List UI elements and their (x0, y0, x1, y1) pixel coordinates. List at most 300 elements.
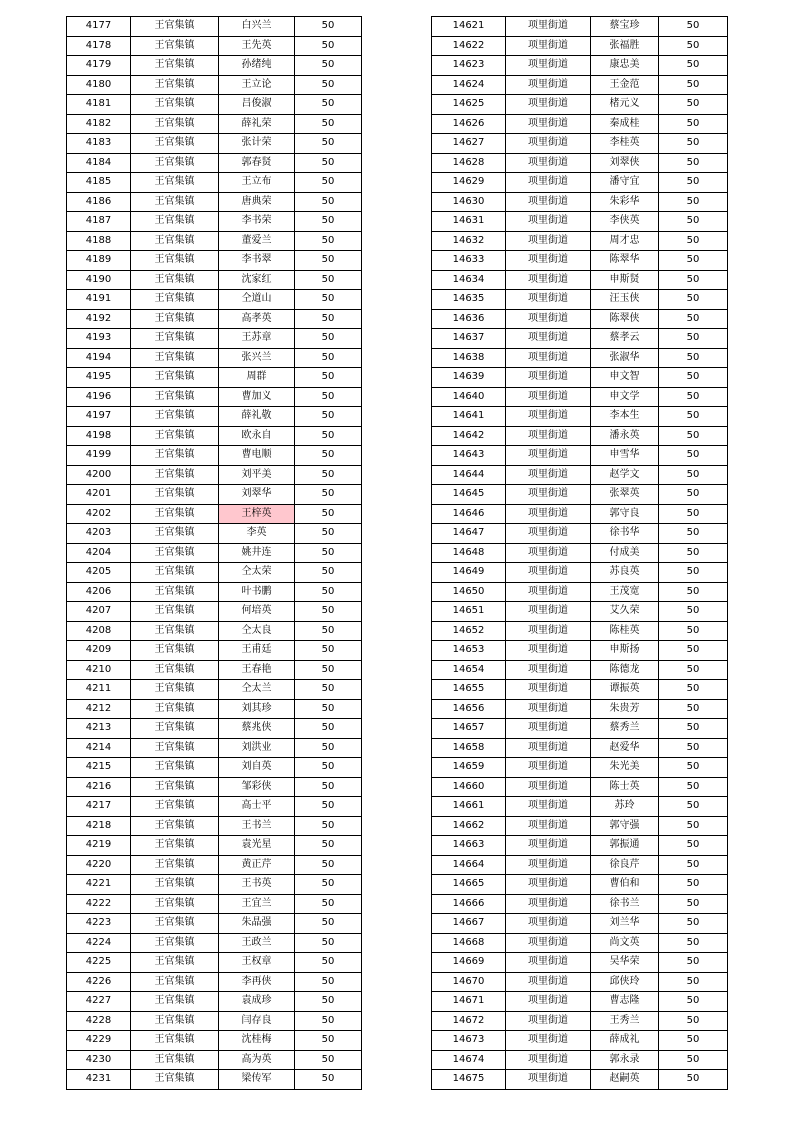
table-row (432, 914, 728, 934)
id-cell: 14634 (432, 270, 506, 290)
town-cell: 项里街道 (506, 543, 591, 563)
town-cell: 项里街道 (506, 251, 591, 271)
town-cell: 项里街道 (506, 992, 591, 1012)
name-cell: 邹彩侠 (219, 777, 295, 797)
id-cell: 4200 (67, 465, 131, 485)
name-cell: 苏良英 (591, 563, 659, 583)
amount-cell: 50 (659, 992, 728, 1012)
table-row (432, 36, 728, 56)
town-cell: 项里街道 (506, 290, 591, 310)
town-cell: 项里街道 (506, 1050, 591, 1070)
amount-cell: 50 (295, 407, 362, 427)
name-cell: 张兴兰 (219, 348, 295, 368)
amount-cell: 50 (295, 426, 362, 446)
town-cell: 王官集镇 (131, 173, 219, 193)
id-cell: 14632 (432, 231, 506, 251)
table-row (67, 134, 362, 154)
amount-cell: 50 (659, 1070, 728, 1090)
name-cell: 王书兰 (219, 816, 295, 836)
table-body-left (67, 17, 362, 1090)
name-cell: 吴华荣 (591, 953, 659, 973)
id-cell: 4178 (67, 36, 131, 56)
name-cell: 闫存良 (219, 1011, 295, 1031)
name-cell: 仝太兰 (219, 680, 295, 700)
name-cell: 潘守宜 (591, 173, 659, 193)
amount-cell: 50 (659, 75, 728, 95)
id-cell: 4211 (67, 680, 131, 700)
name-cell: 王政兰 (219, 933, 295, 953)
id-cell: 4224 (67, 933, 131, 953)
table-row (67, 56, 362, 76)
id-cell: 4203 (67, 524, 131, 544)
name-cell: 朱贵芳 (591, 699, 659, 719)
name-cell: 张淑华 (591, 348, 659, 368)
town-cell: 项里街道 (506, 426, 591, 446)
name-cell: 徐书兰 (591, 894, 659, 914)
amount-cell: 50 (295, 173, 362, 193)
table-row (67, 972, 362, 992)
table-row (67, 660, 362, 680)
id-cell: 4185 (67, 173, 131, 193)
name-cell: 张计荣 (219, 134, 295, 154)
table-row (432, 290, 728, 310)
amount-cell: 50 (295, 621, 362, 641)
town-cell: 项里街道 (506, 75, 591, 95)
id-cell: 14636 (432, 309, 506, 329)
amount-cell: 50 (659, 504, 728, 524)
amount-cell: 50 (295, 524, 362, 544)
name-cell: 郭春贤 (219, 153, 295, 173)
town-cell: 项里街道 (506, 465, 591, 485)
table-row (432, 680, 728, 700)
name-cell: 高孝英 (219, 309, 295, 329)
amount-cell: 50 (659, 602, 728, 622)
town-cell: 项里街道 (506, 17, 591, 37)
amount-cell: 50 (295, 797, 362, 817)
amount-cell: 50 (659, 290, 728, 310)
table-row (67, 309, 362, 329)
table-row (432, 953, 728, 973)
amount-cell: 50 (295, 251, 362, 271)
name-cell: 王甫廷 (219, 641, 295, 661)
table-row (67, 680, 362, 700)
town-cell: 王官集镇 (131, 290, 219, 310)
name-cell: 孙绪纯 (219, 56, 295, 76)
id-cell: 4182 (67, 114, 131, 134)
name-cell: 赵嗣英 (591, 1070, 659, 1090)
amount-cell: 50 (295, 153, 362, 173)
table-row (432, 1070, 728, 1090)
town-cell: 项里街道 (506, 153, 591, 173)
town-cell: 项里街道 (506, 231, 591, 251)
town-cell: 项里街道 (506, 134, 591, 154)
id-cell: 4226 (67, 972, 131, 992)
amount-cell: 50 (295, 680, 362, 700)
town-cell: 王官集镇 (131, 582, 219, 602)
id-cell: 4192 (67, 309, 131, 329)
town-cell: 项里街道 (506, 641, 591, 661)
id-cell: 14651 (432, 602, 506, 622)
id-cell: 4219 (67, 836, 131, 856)
name-cell: 袁光星 (219, 836, 295, 856)
name-cell: 曹伯和 (591, 875, 659, 895)
table-row (67, 894, 362, 914)
amount-cell: 50 (295, 855, 362, 875)
table-row (432, 173, 728, 193)
id-cell: 4179 (67, 56, 131, 76)
table-row (67, 485, 362, 505)
data-table-right (431, 16, 728, 1090)
table-row (67, 738, 362, 758)
amount-cell: 50 (659, 465, 728, 485)
name-cell: 周群 (219, 368, 295, 388)
amount-cell: 50 (659, 1050, 728, 1070)
town-cell: 项里街道 (506, 914, 591, 934)
town-cell: 项里街道 (506, 192, 591, 212)
table-row (432, 621, 728, 641)
town-cell: 王官集镇 (131, 992, 219, 1012)
name-cell: 陈翠侠 (591, 309, 659, 329)
amount-cell: 50 (295, 17, 362, 37)
table-row (67, 992, 362, 1012)
town-cell: 王官集镇 (131, 699, 219, 719)
id-cell: 4217 (67, 797, 131, 817)
amount-cell: 50 (659, 543, 728, 563)
name-cell: 李侠英 (591, 212, 659, 232)
table-row (67, 270, 362, 290)
table-row (432, 153, 728, 173)
id-cell: 4227 (67, 992, 131, 1012)
id-cell: 4195 (67, 368, 131, 388)
amount-cell: 50 (659, 972, 728, 992)
name-cell: 申斯贤 (591, 270, 659, 290)
name-cell: 王立论 (219, 75, 295, 95)
table-row (432, 641, 728, 661)
town-cell: 王官集镇 (131, 387, 219, 407)
name-cell: 李本生 (591, 407, 659, 427)
id-cell: 14649 (432, 563, 506, 583)
id-cell: 4210 (67, 660, 131, 680)
town-cell: 项里街道 (506, 953, 591, 973)
id-cell: 14642 (432, 426, 506, 446)
name-cell: 刘兰华 (591, 914, 659, 934)
town-cell: 王官集镇 (131, 894, 219, 914)
name-cell: 邱侠玲 (591, 972, 659, 992)
amount-cell: 50 (659, 524, 728, 544)
table-row (432, 329, 728, 349)
id-cell: 4194 (67, 348, 131, 368)
table-row (67, 914, 362, 934)
town-cell: 王官集镇 (131, 914, 219, 934)
name-cell: 叶书鹏 (219, 582, 295, 602)
name-cell: 何培英 (219, 602, 295, 622)
id-cell: 14627 (432, 134, 506, 154)
table-row (67, 797, 362, 817)
id-cell: 4202 (67, 504, 131, 524)
name-cell: 王金范 (591, 75, 659, 95)
amount-cell: 50 (295, 368, 362, 388)
table-row (67, 1050, 362, 1070)
id-cell: 14656 (432, 699, 506, 719)
amount-cell: 50 (295, 95, 362, 115)
table-row (432, 348, 728, 368)
name-cell: 康忠美 (591, 56, 659, 76)
amount-cell: 50 (659, 348, 728, 368)
name-cell: 付成美 (591, 543, 659, 563)
name-cell: 李英 (219, 524, 295, 544)
town-cell: 王官集镇 (131, 75, 219, 95)
town-cell: 王官集镇 (131, 17, 219, 37)
id-cell: 14670 (432, 972, 506, 992)
table-row (67, 933, 362, 953)
amount-cell: 50 (295, 1050, 362, 1070)
id-cell: 4204 (67, 543, 131, 563)
amount-cell: 50 (659, 36, 728, 56)
amount-cell: 50 (295, 582, 362, 602)
town-cell: 王官集镇 (131, 777, 219, 797)
town-cell: 项里街道 (506, 836, 591, 856)
amount-cell: 50 (295, 602, 362, 622)
id-cell: 14657 (432, 719, 506, 739)
amount-cell: 50 (659, 231, 728, 251)
town-cell: 王官集镇 (131, 426, 219, 446)
table-row (67, 563, 362, 583)
id-cell: 4181 (67, 95, 131, 115)
amount-cell: 50 (659, 563, 728, 583)
table-row (432, 75, 728, 95)
name-cell: 姚井连 (219, 543, 295, 563)
id-cell: 14629 (432, 173, 506, 193)
town-cell: 项里街道 (506, 660, 591, 680)
town-cell: 项里街道 (506, 972, 591, 992)
amount-cell: 50 (659, 758, 728, 778)
id-cell: 14653 (432, 641, 506, 661)
table-row (67, 855, 362, 875)
table-row (67, 231, 362, 251)
town-cell: 项里街道 (506, 777, 591, 797)
table-row (432, 1050, 728, 1070)
town-cell: 王官集镇 (131, 114, 219, 134)
id-cell: 4190 (67, 270, 131, 290)
amount-cell: 50 (295, 1070, 362, 1090)
name-cell: 郭永录 (591, 1050, 659, 1070)
id-cell: 14638 (432, 348, 506, 368)
id-cell: 14661 (432, 797, 506, 817)
table-row (67, 212, 362, 232)
name-cell: 谭振英 (591, 680, 659, 700)
id-cell: 14640 (432, 387, 506, 407)
id-cell: 4230 (67, 1050, 131, 1070)
table-row (432, 933, 728, 953)
id-cell: 14645 (432, 485, 506, 505)
town-cell: 王官集镇 (131, 836, 219, 856)
town-cell: 项里街道 (506, 407, 591, 427)
table-row (67, 582, 362, 602)
town-cell: 王官集镇 (131, 1050, 219, 1070)
id-cell: 14668 (432, 933, 506, 953)
name-cell: 沈桂梅 (219, 1031, 295, 1051)
table-row (67, 816, 362, 836)
id-cell: 14646 (432, 504, 506, 524)
name-cell: 周才忠 (591, 231, 659, 251)
table-row (67, 251, 362, 271)
town-cell: 王官集镇 (131, 212, 219, 232)
table-row (432, 875, 728, 895)
town-cell: 王官集镇 (131, 504, 219, 524)
id-cell: 4193 (67, 329, 131, 349)
town-cell: 项里街道 (506, 816, 591, 836)
table-row (67, 348, 362, 368)
id-cell: 14663 (432, 836, 506, 856)
town-cell: 王官集镇 (131, 251, 219, 271)
amount-cell: 50 (295, 1011, 362, 1031)
table-row (67, 543, 362, 563)
table-row (432, 816, 728, 836)
town-cell: 王官集镇 (131, 816, 219, 836)
id-cell: 4206 (67, 582, 131, 602)
id-cell: 14621 (432, 17, 506, 37)
id-cell: 14639 (432, 368, 506, 388)
table-row (67, 75, 362, 95)
amount-cell: 50 (659, 368, 728, 388)
name-cell: 尚文英 (591, 933, 659, 953)
id-cell: 14658 (432, 738, 506, 758)
amount-cell: 50 (295, 36, 362, 56)
amount-cell: 50 (295, 134, 362, 154)
id-cell: 4229 (67, 1031, 131, 1051)
id-cell: 14666 (432, 894, 506, 914)
id-cell: 4221 (67, 875, 131, 895)
town-cell: 王官集镇 (131, 563, 219, 583)
table-row (432, 699, 728, 719)
table-row (432, 855, 728, 875)
id-cell: 14674 (432, 1050, 506, 1070)
id-cell: 14622 (432, 36, 506, 56)
name-cell: 朱光美 (591, 758, 659, 778)
amount-cell: 50 (659, 1031, 728, 1051)
table-row (432, 465, 728, 485)
amount-cell: 50 (659, 251, 728, 271)
name-cell: 王秀兰 (591, 1011, 659, 1031)
town-cell: 项里街道 (506, 309, 591, 329)
amount-cell: 50 (295, 504, 362, 524)
name-cell: 吕俊淑 (219, 95, 295, 115)
id-cell: 14671 (432, 992, 506, 1012)
table-row (67, 1031, 362, 1051)
id-cell: 14624 (432, 75, 506, 95)
amount-cell: 50 (659, 816, 728, 836)
amount-cell: 50 (659, 738, 728, 758)
table-row (432, 1011, 728, 1031)
amount-cell: 50 (295, 446, 362, 466)
table-row (432, 602, 728, 622)
id-cell: 14647 (432, 524, 506, 544)
table-row (67, 719, 362, 739)
amount-cell: 50 (659, 953, 728, 973)
name-cell: 高为英 (219, 1050, 295, 1070)
table-row (432, 894, 728, 914)
town-cell: 项里街道 (506, 173, 591, 193)
table-row (432, 407, 728, 427)
table-row (432, 797, 728, 817)
name-cell: 刘其珍 (219, 699, 295, 719)
name-cell: 曹志隆 (591, 992, 659, 1012)
amount-cell: 50 (659, 329, 728, 349)
town-cell: 王官集镇 (131, 855, 219, 875)
town-cell: 项里街道 (506, 270, 591, 290)
amount-cell: 50 (295, 270, 362, 290)
amount-cell: 50 (659, 192, 728, 212)
town-cell: 王官集镇 (131, 933, 219, 953)
id-cell: 4215 (67, 758, 131, 778)
amount-cell: 50 (295, 485, 362, 505)
name-cell: 仝道山 (219, 290, 295, 310)
table-row (432, 17, 728, 37)
town-cell: 项里街道 (506, 212, 591, 232)
town-cell: 项里街道 (506, 1031, 591, 1051)
table-row (432, 270, 728, 290)
name-cell: 唐典荣 (219, 192, 295, 212)
name-cell: 刘翠侠 (591, 153, 659, 173)
amount-cell: 50 (659, 914, 728, 934)
amount-cell: 50 (659, 777, 728, 797)
name-cell: 薛礼荣 (219, 114, 295, 134)
amount-cell: 50 (659, 95, 728, 115)
amount-cell: 50 (295, 875, 362, 895)
table-row (432, 192, 728, 212)
id-cell: 4209 (67, 641, 131, 661)
amount-cell: 50 (659, 407, 728, 427)
town-cell: 王官集镇 (131, 153, 219, 173)
town-cell: 王官集镇 (131, 953, 219, 973)
table-row (432, 426, 728, 446)
name-cell: 梁传军 (219, 1070, 295, 1090)
name-cell: 赵学文 (591, 465, 659, 485)
table-row (67, 426, 362, 446)
table-row (67, 1070, 362, 1090)
id-cell: 4188 (67, 231, 131, 251)
name-cell: 蔡兆侠 (219, 719, 295, 739)
table-row (67, 36, 362, 56)
table-row (67, 387, 362, 407)
name-cell: 仝太荣 (219, 563, 295, 583)
table-row (432, 134, 728, 154)
id-cell: 4216 (67, 777, 131, 797)
id-cell: 14667 (432, 914, 506, 934)
id-cell: 4214 (67, 738, 131, 758)
amount-cell: 50 (659, 56, 728, 76)
table-row (432, 387, 728, 407)
table-row (67, 1011, 362, 1031)
amount-cell: 50 (659, 621, 728, 641)
id-cell: 14660 (432, 777, 506, 797)
id-cell: 14648 (432, 543, 506, 563)
name-cell: 仝太良 (219, 621, 295, 641)
amount-cell: 50 (295, 738, 362, 758)
id-cell: 14623 (432, 56, 506, 76)
name-cell: 刘翠华 (219, 485, 295, 505)
town-cell: 项里街道 (506, 719, 591, 739)
town-cell: 王官集镇 (131, 797, 219, 817)
id-cell: 4207 (67, 602, 131, 622)
name-cell: 赵爱华 (591, 738, 659, 758)
table-row (67, 173, 362, 193)
name-cell: 朱彩华 (591, 192, 659, 212)
name-cell: 黄正芹 (219, 855, 295, 875)
table-row (67, 17, 362, 37)
town-cell: 王官集镇 (131, 192, 219, 212)
amount-cell: 50 (659, 855, 728, 875)
